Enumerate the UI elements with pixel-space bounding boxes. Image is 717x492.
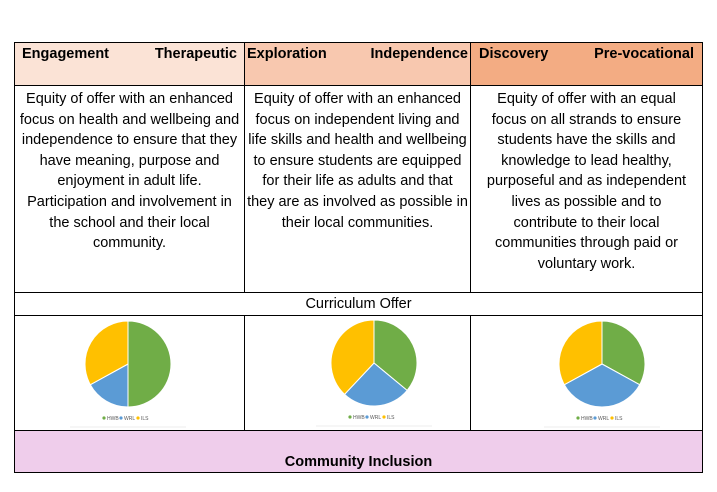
description-paragraph: Equity of offer with an enhanced focus on independent living and life skills and health and wellbeing to ensure students are equipped for their life as adults and that they are as involved as possible in their local communities. [247,91,468,231]
legend-marker-hwb [576,416,579,419]
column-divider [244,42,245,293]
legend-label-wrl: WRL [598,415,610,422]
legend-marker-ils [136,416,139,419]
table-divider [14,430,703,431]
table-border [14,472,703,473]
legend-label-wrl: WRL [370,414,382,421]
legend-label-hwb: HWB [581,415,593,422]
legend-label-hwb: HWB [353,414,365,421]
legend-marker-wrl [593,416,596,419]
legend-marker-wrl [119,416,122,419]
legend-label-ils: ILS [615,415,623,422]
legend-marker-hwb [102,416,105,419]
legend-label-ils: ILS [141,415,149,422]
table-border [702,42,703,473]
header-label-engagement: Engagement [22,46,110,62]
description-cell-discovery [471,86,702,292]
pie-slice-hwb [128,321,171,407]
legend-label-ils: ILS [387,414,395,421]
column-divider [244,315,245,431]
legend-label-wrl: WRL [124,415,136,422]
legend-label-hwb: HWB [107,415,119,422]
table-divider [14,292,703,293]
legend-marker-ils [610,416,613,419]
table-divider [14,315,703,316]
header-label-therapeutic: Therapeutic [154,46,237,62]
column-divider [470,315,471,431]
description-paragraph: Equity of offer with an equal focus on all strands to ensure students have the skills and knowledge to lead healthy, purposeful and as independent lives as possible and to contribute to their local communities through paid or voluntary work. [486,91,687,272]
description-paragraph: Participation and involvement in the school and their local community. [27,193,232,252]
curriculum-table [14,42,703,473]
chart-cell-exploration [245,316,470,430]
chart-cell-engagement [15,316,244,430]
chart-cell-discovery [471,316,702,430]
header-label-independence: Independence [370,46,468,62]
community-inclusion-row [15,431,702,472]
table-divider [14,85,703,86]
pie-chart-exploration [245,316,470,430]
header-label-prevocational: Pre-vocational [594,46,694,62]
pie-chart-engagement [15,316,244,430]
pie-chart-discovery [471,316,702,430]
legend-marker-ils [382,415,385,418]
header-label-exploration: Exploration [247,46,327,62]
community-inclusion-label: Community Inclusion [284,454,433,470]
curriculum-offer-label: Curriculum Offer [305,296,412,312]
header-cell-exploration [245,43,470,85]
header-cell-engagement [15,43,244,85]
table-border [14,42,15,473]
description-cell-exploration [245,86,470,292]
column-divider [470,42,471,293]
legend-marker-wrl [365,415,368,418]
description-cell-engagement [15,86,244,292]
table-border [14,42,703,43]
header-cell-discovery [471,43,702,85]
header-label-discovery: Discovery [479,46,549,62]
description-paragraph: Equity of offer with an enhanced focus on health and wellbeing and independence to ensure that they have meaning, purpose and enjoyment in adult life. [19,91,240,190]
legend-marker-hwb [348,415,351,418]
